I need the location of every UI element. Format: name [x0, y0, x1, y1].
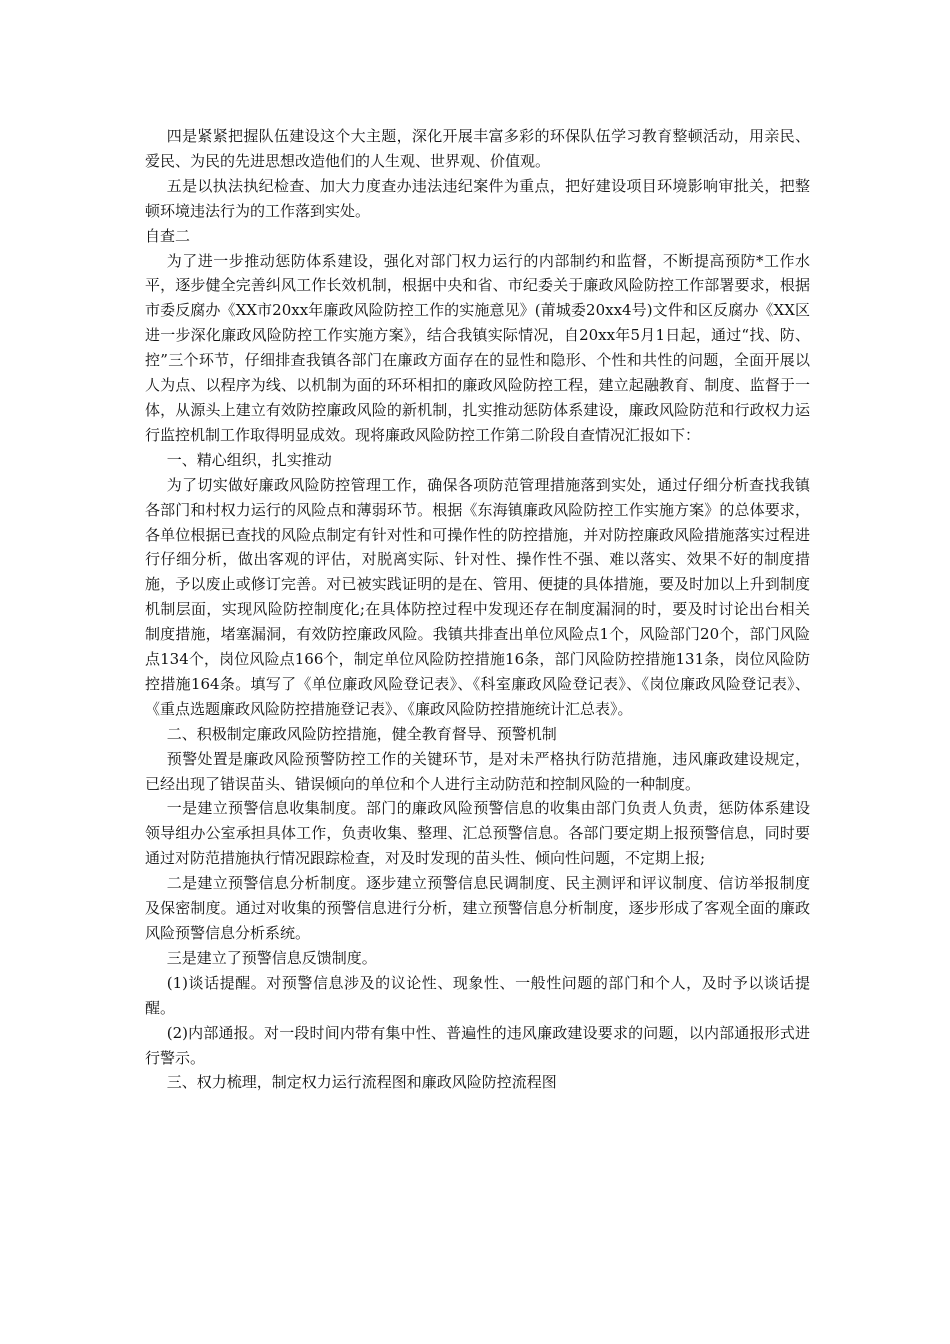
section-heading: 三、权力梳理，制定权力运行流程图和廉政风险防控流程图 — [166, 1073, 557, 1092]
paragraph: 五是以执法执纪检查、加大力度查办违法违纪案件为重点，把好建设项目环境影响审批关，把整顿环境违法行为的工作落到实处。 — [145, 176, 810, 220]
section-heading: 二、积极制定廉政风险防控措施，健全教育督导、预警机制 — [166, 724, 557, 743]
paragraph: 为了进一步推动惩防体系建设，强化对部门权力运行的内部制约和监督，不断提高预防*工作水平，逐步健全完善纠风工作长效机制，根据中央和省、市纪委关于廉政风险防控工作部署要求，根据市委反腐办《XX市20xx年廉政风险防控工作的实施意见》(莆城委20xx4号)文件和区反腐办《XX区进一步深化廉政风险防控工作实施方案》，结合我镇实际情况，自20xx年5月1日起，通过“找、防、控”三个环节，仔细排查我镇各部门在廉政方面存在的显性和隐形、个性和共性的问题，全面开展以人为点、以程序为线、以机制为面的环环相扣的廉政风险防控工程，建立起融教育、制度、监督于一体，从源头上建立有效防控廉政风险的新机制，扎实推动惩防体系建设，廉政风险防范和行政权力运行监控机制工作取得明显成效。现将廉政风险防控工作第二阶段自查情况汇报如下： — [145, 251, 810, 444]
paragraph: 四是紧紧把握队伍建设这个大主题，深化开展丰富多彩的环保队伍学习教育整顿活动，用亲民、爱民、为民的先进思想改造他们的人生观、世界观、价值观。 — [145, 127, 810, 170]
section-title: 自查二 — [145, 226, 191, 245]
section-heading: 一、精心组织，扎实推动 — [166, 450, 332, 469]
paragraph: 三是建立了预警信息反馈制度。 — [166, 948, 377, 967]
paragraph: 为了切实做好廉政风险防控管理工作，确保各项防范管理措施落到实处，通过仔细分析查找我镇各部门和村权力运行的风险点和薄弱环节。根据《东海镇廉政风险防控工作实施方案》的总体要求，各单位根据已查找的风险点制定有针对性和可操作性的防控措施，并对防控廉政风险措施落实过程进行仔细分析，做出客观的评估，对脱离实际、针对性、操作性不强、难以落实、效果不好的制度措施，予以废止或修订完善。对已被实践证明的是在、管用、便捷的具体措施，要及时加以上升到制度机制层面，实现风险防控制度化;在具体防控过程中发现还存在制度漏洞的时，要及时讨论出台相关制度措施，堵塞漏洞，有效防控廉政风险。我镇共排查出单位风险点1个，风险部门20个，部门风险点134个，岗位风险点166个，制定单位风险防控措施16条，部门风险防控措施131条，岗位风险防控措施164条。填写了《单位廉政风险登记表》、《科室廉政风险登记表》、《岗位廉政风险登记表》、《重点选题廉政风险防控措施登记表》、《廉政风险防控措施统计汇总表》。 — [145, 475, 810, 718]
paragraph: (2)内部通报。对一段时间内带有集中性、普遍性的违风廉政建设要求的问题，以内部通报形式进行警示。 — [145, 1023, 810, 1067]
paragraph: (1)谈话提醒。对预警信息涉及的议论性、现象性、一般性问题的部门和个人，及时予以谈话提醒。 — [145, 973, 810, 1017]
paragraph: 二是建立预警信息分析制度。逐步建立预警信息民调制度、民主测评和评议制度、信访举报制度及保密制度。通过对收集的预警信息进行分析，建立预警信息分析制度，逐步形成了客观全面的廉政风险预警信息分析系统。 — [145, 874, 810, 942]
paragraph: 预警处置是廉政风险预警防控工作的关键环节，是对未严格执行防范措施，违风廉政建设规定，已经出现了错误苗头、错误倾向的单位和个人进行主动防范和控制风险的一种制度。 — [145, 749, 810, 793]
paragraph: 一是建立预警信息收集制度。部门的廉政风险预警信息的收集由部门负责人负责，惩防体系建设领导组办公室承担具体工作，负责收集、整理、汇总预警信息。各部门要定期上报预警信息，同时要通过对防范措施执行情况跟踪检查，对及时发现的苗头性、倾向性问题，不定期上报; — [145, 799, 810, 868]
document-body — [145, 124, 810, 1095]
